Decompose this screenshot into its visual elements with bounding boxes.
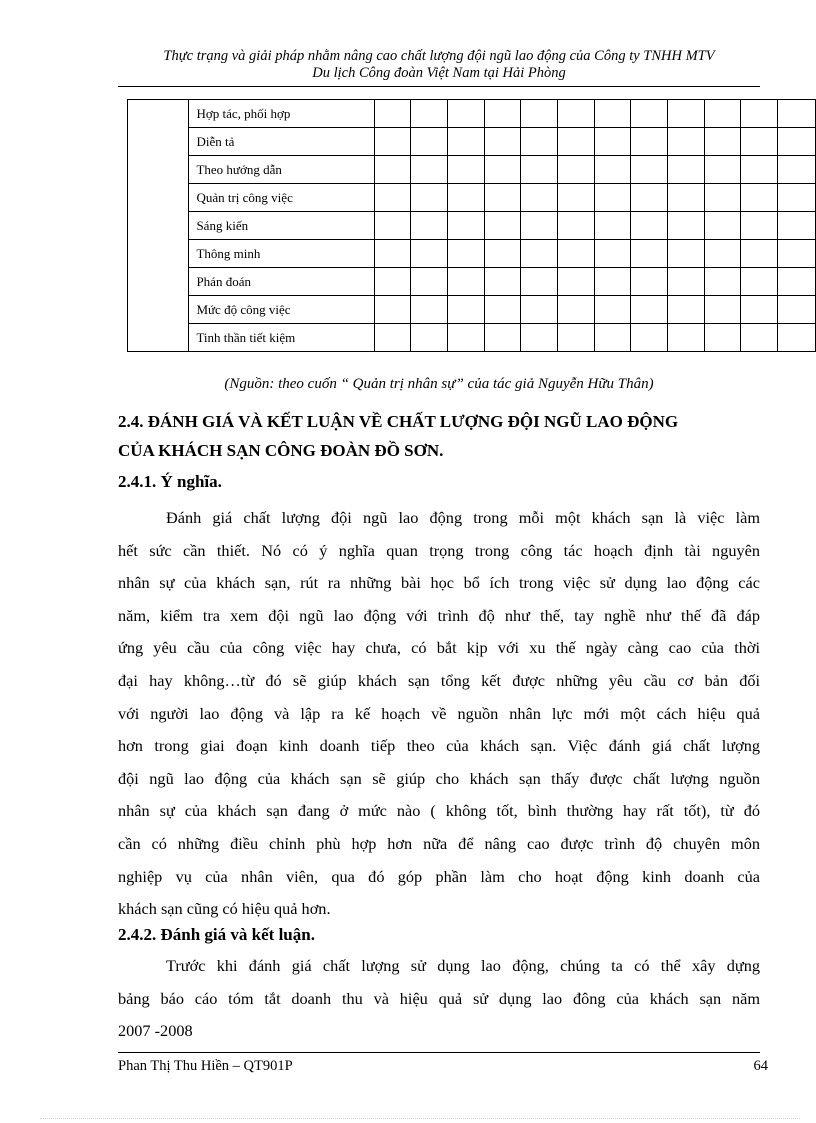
group-cell (128, 100, 189, 352)
rating-cell (558, 128, 595, 156)
rating-cell (631, 128, 668, 156)
rating-cell (411, 268, 448, 296)
paragraph-line: 2007 -2008 (118, 1021, 193, 1041)
rating-cell (778, 268, 816, 296)
paragraph-line: hơn trong giai đoạn kinh doanh tiếp theo của khách sạn. Việc đánh giá chất lượng (118, 736, 760, 756)
page-bottom-edge (40, 1118, 800, 1119)
rating-cell (704, 100, 741, 128)
rating-cell (448, 184, 485, 212)
table-row (128, 296, 816, 324)
rating-cell (374, 324, 411, 352)
paragraph-meaning (118, 502, 760, 926)
header-divider (118, 86, 760, 87)
rating-cell (558, 324, 595, 352)
rating-cell (594, 212, 631, 240)
rating-cell (631, 324, 668, 352)
paragraph-line: đại hay không…từ đó sẽ giúp khách sạn tổng kết được những yêu cầu cơ bản đối (118, 670, 760, 690)
paragraph-line: ứng yêu cầu của công việc hay chưa, có bắt kịp với xu thế ngày càng cao của thời (118, 638, 760, 658)
rating-cell (374, 184, 411, 212)
rating-cell (484, 212, 521, 240)
rating-cell (521, 100, 558, 128)
rating-cell (704, 156, 741, 184)
rating-cell (778, 156, 816, 184)
rating-cell (741, 296, 778, 324)
rating-cell (704, 268, 741, 296)
rating-cell (484, 128, 521, 156)
section-heading-line-1: 2.4. ĐÁNH GIÁ VÀ KẾT LUẬN VỀ CHẤT LƯỢNG ĐỘI NGŨ LAO ĐỘNG (118, 412, 679, 431)
criterion-label: Diễn tả (189, 128, 374, 156)
rating-cell (521, 212, 558, 240)
rating-cell (631, 296, 668, 324)
rating-cell (484, 184, 521, 212)
rating-cell (668, 100, 705, 128)
rating-cell (374, 240, 411, 268)
footer-divider (118, 1052, 760, 1053)
rating-cell (741, 240, 778, 268)
rating-cell (741, 100, 778, 128)
rating-cell (741, 128, 778, 156)
subsection-title-meaning: 2.4.1. Ý nghĩa. (118, 472, 222, 491)
rating-cell (484, 240, 521, 268)
rating-cell (704, 296, 741, 324)
rating-cell (448, 268, 485, 296)
rating-cell (668, 184, 705, 212)
rating-cell (778, 324, 816, 352)
table-row (128, 184, 816, 212)
paragraph-line: đội ngũ lao động của khách sạn sẽ giúp cho khách sạn thấy được chất lượng nguồn (118, 768, 760, 788)
rating-cell (374, 296, 411, 324)
rating-cell (741, 184, 778, 212)
header-line-2: Du lịch Công đoàn Việt Nam tại Hải Phòng (312, 65, 566, 81)
rating-cell (631, 156, 668, 184)
rating-cell (484, 100, 521, 128)
criterion-label: Mức độ công việc (189, 296, 374, 324)
criterion-label: Thông minh (189, 240, 374, 268)
rating-cell (411, 156, 448, 184)
rating-cell (668, 296, 705, 324)
footer-author: Phan Thị Thu Hiền – QT901P (118, 1058, 293, 1074)
rating-cell (631, 212, 668, 240)
rating-cell (778, 100, 816, 128)
running-header (118, 48, 760, 82)
table-row (128, 156, 816, 184)
rating-cell (594, 156, 631, 184)
rating-cell (741, 324, 778, 352)
table-row (128, 324, 816, 352)
rating-cell (594, 128, 631, 156)
rating-cell (558, 100, 595, 128)
rating-cell (521, 184, 558, 212)
criterion-label: Hợp tác, phối hợp (189, 100, 374, 128)
source-note: (Nguồn: theo cuốn “ Quản trị nhân sự” của tác giả Nguyễn Hữu Thân) (224, 376, 654, 392)
criterion-label: Quản trị công việc (189, 184, 374, 212)
rating-cell (668, 156, 705, 184)
table-row (128, 268, 816, 296)
rating-cell (558, 156, 595, 184)
rating-cell (521, 324, 558, 352)
criterion-label: Phán đoán (189, 268, 374, 296)
section-heading (118, 407, 760, 465)
rating-cell (704, 212, 741, 240)
subsection-title-evaluation: 2.4.2. Đánh giá và kết luận. (118, 925, 315, 944)
rating-cell (594, 240, 631, 268)
rating-cell (668, 268, 705, 296)
rating-cell (778, 212, 816, 240)
paragraph-line: nghiệp vụ của nhân viên, qua đó góp phần làm cho hoạt động kinh doanh của (118, 866, 760, 886)
rating-cell (558, 184, 595, 212)
table-row (128, 128, 816, 156)
rating-cell (704, 128, 741, 156)
rating-cell (594, 324, 631, 352)
criterion-label: Sáng kiến (189, 212, 374, 240)
paragraph-line: nhân sự của khách sạn đang ở mức nào ( không tốt, bình thường hay rất tốt), từ đó (118, 801, 760, 821)
rating-cell (374, 156, 411, 184)
rating-cell (594, 184, 631, 212)
rating-cell (778, 128, 816, 156)
rating-cell (558, 212, 595, 240)
rating-cell (704, 324, 741, 352)
table-body (128, 100, 816, 352)
paragraph-line: Đánh giá chất lượng đội ngũ lao động trong mỗi một khách sạn là việc làm (166, 508, 760, 527)
rating-cell (778, 296, 816, 324)
rating-cell (741, 156, 778, 184)
evaluation-criteria-table (127, 99, 816, 352)
rating-cell (411, 100, 448, 128)
section-heading-line-2: CỦA KHÁCH SẠN CÔNG ĐOÀN ĐỒ SƠN. (118, 441, 444, 460)
rating-cell (521, 156, 558, 184)
rating-cell (631, 100, 668, 128)
rating-cell (631, 184, 668, 212)
rating-cell (411, 296, 448, 324)
rating-cell (374, 100, 411, 128)
rating-cell (778, 240, 816, 268)
rating-cell (448, 296, 485, 324)
rating-cell (741, 268, 778, 296)
rating-cell (448, 212, 485, 240)
rating-cell (484, 156, 521, 184)
rating-cell (521, 128, 558, 156)
rating-cell (741, 212, 778, 240)
rating-cell (448, 128, 485, 156)
table-row (128, 240, 816, 268)
rating-cell (374, 268, 411, 296)
criterion-label: Theo hướng dẫn (189, 156, 374, 184)
rating-cell (631, 240, 668, 268)
rating-cell (411, 324, 448, 352)
rating-cell (594, 296, 631, 324)
rating-cell (668, 240, 705, 268)
rating-cell (374, 128, 411, 156)
paragraph-line: bảng báo cáo tóm tắt doanh thu và hiệu quả sử dụng lao đông của khách sạn năm (118, 988, 760, 1008)
rating-cell (558, 296, 595, 324)
rating-cell (594, 268, 631, 296)
rating-cell (411, 240, 448, 268)
rating-cell (521, 296, 558, 324)
table-row (128, 100, 816, 128)
rating-cell (448, 100, 485, 128)
rating-cell (778, 184, 816, 212)
rating-cell (704, 240, 741, 268)
rating-cell (448, 240, 485, 268)
table-row (128, 212, 816, 240)
rating-cell (631, 268, 668, 296)
paragraph-evaluation (118, 950, 760, 1048)
header-line-1: Thực trạng và giải pháp nhằm nâng cao chất lượng đội ngũ lao động của Công ty TNHH MTV (163, 48, 715, 64)
rating-cell (484, 324, 521, 352)
rating-cell (448, 324, 485, 352)
rating-cell (484, 296, 521, 324)
paragraph-line: khách sạn cũng có hiệu quả hơn. (118, 899, 331, 919)
rating-cell (374, 212, 411, 240)
rating-cell (668, 212, 705, 240)
criterion-label: Tinh thần tiết kiệm (189, 324, 374, 352)
page-number: 64 (753, 1058, 768, 1074)
rating-cell (594, 100, 631, 128)
rating-cell (704, 184, 741, 212)
paragraph-line: nhân sự của khách sạn, rút ra những bài học bổ ích trong việc sử dụng lao động các (118, 573, 760, 593)
rating-cell (411, 128, 448, 156)
rating-cell (558, 268, 595, 296)
rating-cell (668, 128, 705, 156)
rating-cell (411, 184, 448, 212)
paragraph-line: Trước khi đánh giá chất lượng sử dụng lao động, chúng ta có thể xây dựng (166, 956, 760, 975)
paragraph-line: cần có những điều chỉnh phù hợp hơn nữa để nâng cao được trình độ chuyên môn (118, 833, 760, 853)
rating-cell (558, 240, 595, 268)
paragraph-line: với người lao động và lập ra kế hoạch về nguồn nhân lực mới một cách hiệu quả (118, 703, 760, 723)
rating-cell (668, 324, 705, 352)
paragraph-line: năm, kiểm tra xem đội ngũ lao động với trình độ như thế, tay nghề như thế đã đáp (118, 605, 760, 625)
rating-cell (411, 212, 448, 240)
rating-cell (521, 268, 558, 296)
rating-cell (521, 240, 558, 268)
paragraph-line: hết sức cần thiết. Nó có ý nghĩa quan trọng trong công tác hoạch định tài nguyên (118, 540, 760, 560)
rating-cell (448, 156, 485, 184)
rating-cell (484, 268, 521, 296)
